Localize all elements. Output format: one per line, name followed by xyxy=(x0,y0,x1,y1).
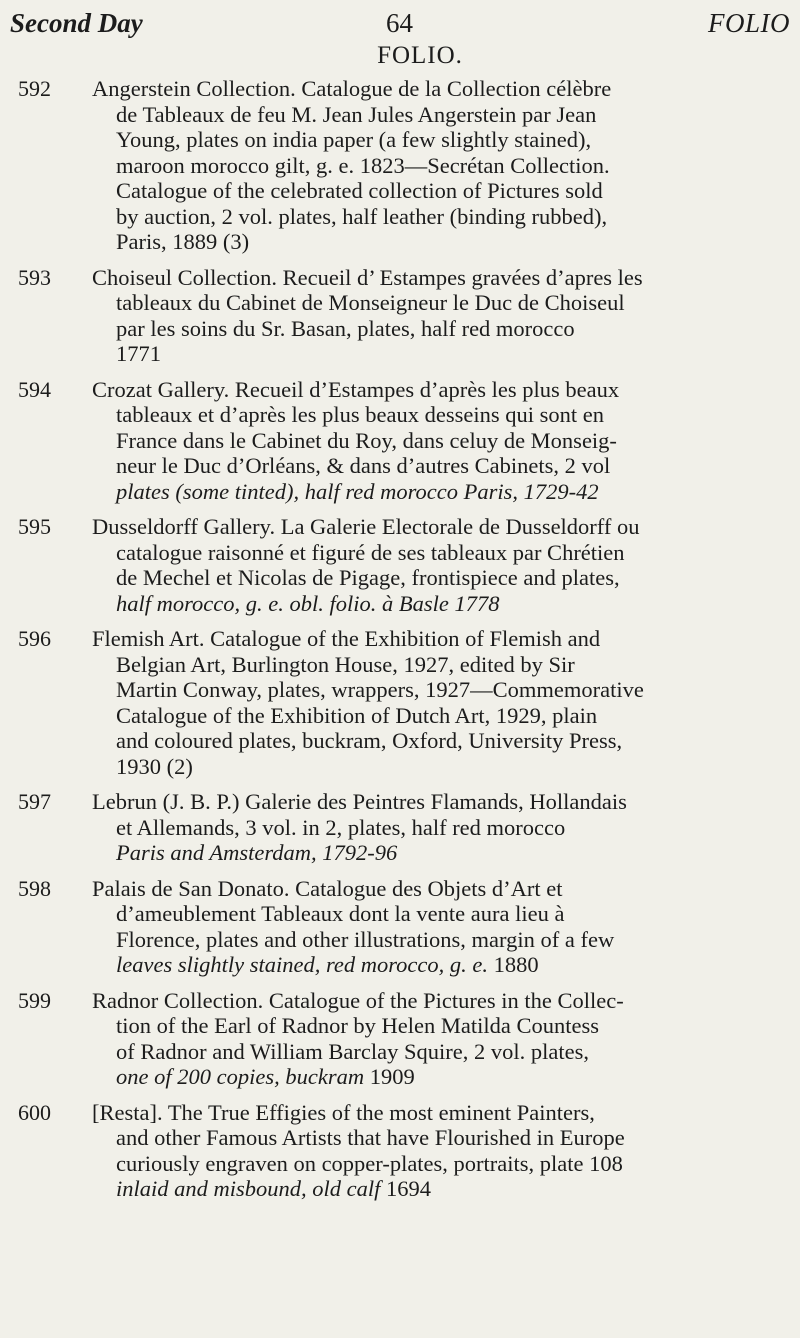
format-heading: FOLIO xyxy=(708,8,790,38)
entry-line: Palais de San Donato. Catalogue des Objets d’Art et xyxy=(92,875,563,901)
entry-imprint: Paris, 1729-42 xyxy=(463,478,599,504)
entry-description xyxy=(92,987,780,1090)
lot-number: 596 xyxy=(18,626,51,651)
entry-date: 1880 xyxy=(493,952,539,977)
entry-line: Martin Conway, plates, wrappers, 1927—Commemorative xyxy=(116,677,644,702)
entry-line: France dans le Cabinet du Roy, dans celuy de Monseig- xyxy=(116,427,617,453)
entry-line: Choiseul Collection. Recueil d’ Estampes gravées d’apres les xyxy=(92,264,643,290)
entry-line: tion of the Earl of Radnor by Helen Matilda Countess xyxy=(116,1013,600,1038)
entry-count: (2) xyxy=(166,753,193,779)
entry-line: tableaux et d’après les plus beaux desseins qui sont en xyxy=(116,402,605,427)
entry-description xyxy=(92,875,780,978)
entry-line: of Radnor and William Barclay Squire, 2 vol. plates, xyxy=(116,1038,589,1064)
lot-number: 599 xyxy=(18,987,51,1013)
lot-number: 592 xyxy=(18,76,51,101)
entry-line: Young, plates on india paper (a few slightly stained), xyxy=(116,127,592,152)
lot-number: 597 xyxy=(18,789,51,814)
entry-line: catalogue raisonné et figuré de ses tableaux par Chrétien xyxy=(116,539,625,565)
entry-line: one of 200 copies, buckram xyxy=(116,1064,365,1089)
entry-date: 1909 xyxy=(369,1064,415,1089)
entry-line: inlaid and misbound, old calf xyxy=(116,1176,381,1201)
lot-number: 594 xyxy=(18,376,51,402)
entry-line: d’ameublement Tableaux dont la vente aura lieu à xyxy=(116,901,565,926)
catalogue-entry xyxy=(0,377,800,505)
entry-imprint: Paris, 1889 xyxy=(116,229,218,254)
entry-description xyxy=(92,264,780,367)
page-number: 64 xyxy=(386,8,413,38)
catalogue-entry xyxy=(0,789,800,866)
entry-description xyxy=(92,376,780,505)
entry-date: 1930 xyxy=(116,753,161,779)
lot-number: 593 xyxy=(18,264,51,290)
entry-line: Flemish Art. Catalogue of the Exhibition of Flemish and xyxy=(92,626,601,651)
entry-line: Angerstein Collection. Catalogue de la Collection célèbre xyxy=(92,76,612,101)
entry-line: maroon morocco gilt, g. e. 1823—Secrétan Collection. xyxy=(116,152,610,178)
entry-line: [Resta]. The True Effigies of the most eminent Painters, xyxy=(92,1099,595,1125)
entry-description xyxy=(92,76,780,255)
entry-line: Belgian Art, Burlington House, 1927, edited by Sir xyxy=(116,651,575,677)
entry-description xyxy=(92,514,780,616)
catalogue-entry xyxy=(0,265,800,367)
entry-line: and coloured plates, buckram, Oxford, University Press, xyxy=(116,728,623,753)
entry-date: 1771 xyxy=(116,341,161,366)
entry-line: Lebrun (J. B. P.) Galerie des Peintres Flamands, Hollandais xyxy=(92,789,627,814)
entry-line: de Mechel et Nicolas de Pigage, frontispiece and plates, xyxy=(116,565,620,590)
entry-line: leaves slightly stained, red morocco, g. e. xyxy=(116,952,488,977)
entry-line: Florence, plates and other illustrations, margin of a few xyxy=(116,926,615,952)
lot-number: 598 xyxy=(18,875,51,901)
lot-number: 600 xyxy=(18,1099,51,1125)
entry-line: neur le Duc d’Orléans, & dans d’autres Cabinets, 2 vol xyxy=(116,453,611,478)
entry-line: Catalogue of the Exhibition of Dutch Art, 1929, plain xyxy=(116,702,598,728)
day-heading: Second Day xyxy=(10,8,143,38)
entry-line: par les soins du Sr. Basan, plates, half red morocco xyxy=(116,315,575,341)
entry-line: de Tableaux de feu M. Jean Jules Angerstein par Jean xyxy=(116,101,597,127)
lot-number: 595 xyxy=(18,514,51,539)
entry-line: Dusseldorff Gallery. La Galerie Electorale de Dusseldorff ou xyxy=(92,514,640,539)
entry-line: plates (some tinted), half red morocco xyxy=(116,478,459,504)
catalogue-entry xyxy=(0,988,800,1090)
catalogue-entry xyxy=(0,76,800,255)
catalogue-entry xyxy=(0,514,800,616)
entry-line: et Allemands, 3 vol. in 2, plates, half red morocco xyxy=(116,814,566,840)
section-title: FOLIO. xyxy=(377,42,463,69)
entry-line: half morocco, g. e. xyxy=(116,590,284,616)
entry-imprint: obl. folio. à Basle 1778 xyxy=(289,590,500,616)
catalogue-entry xyxy=(0,626,800,779)
catalogue-entry xyxy=(0,1100,800,1202)
entry-count: (3) xyxy=(222,229,250,254)
entry-description xyxy=(92,1099,780,1202)
entry-line: Crozat Gallery. Recueil d’Estampes d’après les plus beaux xyxy=(92,376,620,402)
entry-imprint: Paris and Amsterdam, 1792-96 xyxy=(116,840,398,865)
catalogue-entries xyxy=(0,76,800,1212)
entry-line: Radnor Collection. Catalogue of the Pictures in the Collec- xyxy=(92,987,624,1013)
entry-line: curiously engraven on copper-plates, portraits, plate 108 xyxy=(116,1150,623,1176)
entry-line: and other Famous Artists that have Flourished in Europe xyxy=(116,1125,625,1150)
entry-date: 1694 xyxy=(386,1176,431,1201)
running-head xyxy=(10,8,790,44)
catalogue-entry xyxy=(0,876,800,978)
entry-description xyxy=(92,789,780,866)
entry-description xyxy=(92,626,780,779)
entry-line: tableaux du Cabinet de Monseigneur le Duc de Choiseul xyxy=(116,290,625,315)
entry-line: Catalogue of the celebrated collection of Pictures sold xyxy=(116,178,603,203)
entry-line: by auction, 2 vol. plates, half leather (binding rubbed), xyxy=(116,203,608,229)
